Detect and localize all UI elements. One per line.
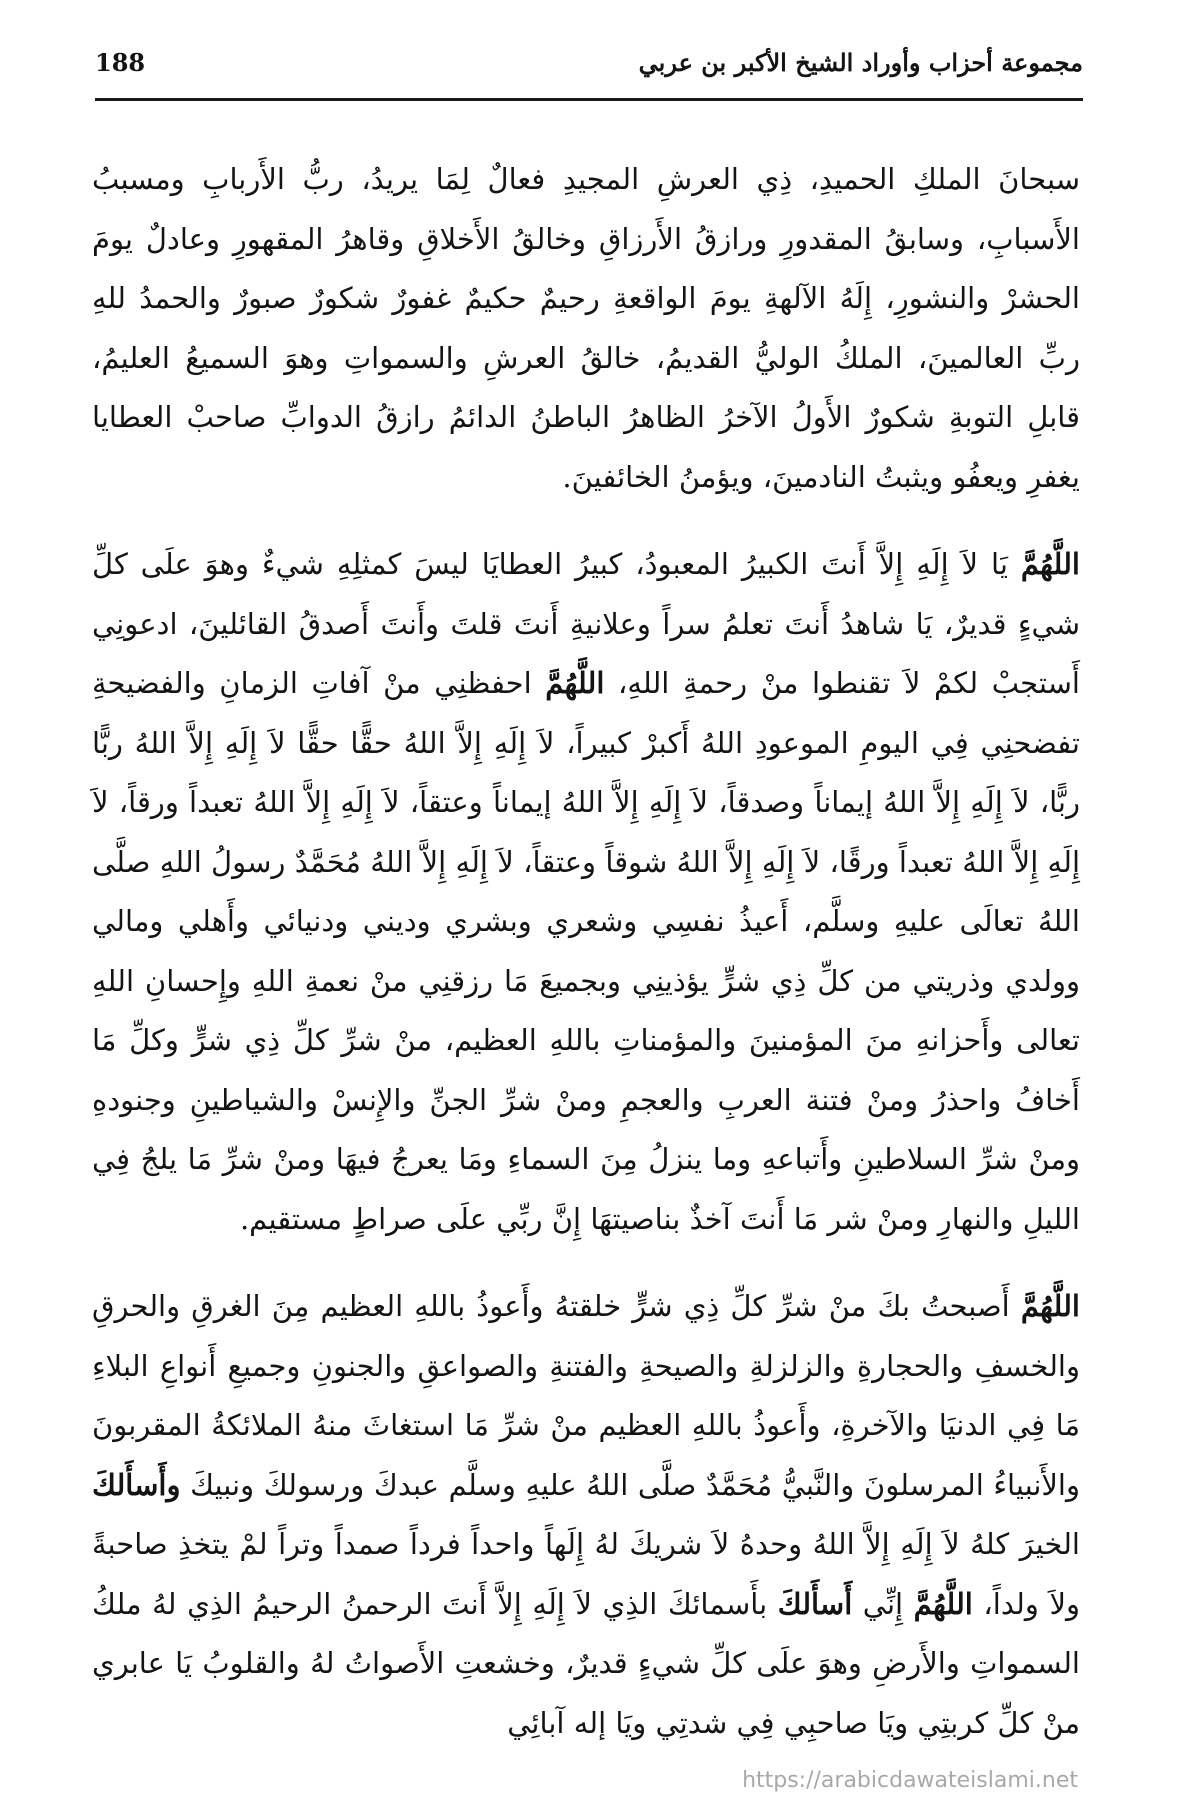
bold-invocation: أَسأَلكَ bbox=[777, 1586, 853, 1621]
paragraph-text: إِنِّي bbox=[852, 1586, 914, 1621]
bold-invocation: اللَّهُمَّ bbox=[545, 666, 605, 700]
bold-invocation: اللَّهُمَّ bbox=[1020, 547, 1080, 581]
paragraph-3 bbox=[92, 1277, 1080, 1753]
header-divider bbox=[95, 98, 1083, 101]
paragraph-text: يَا لاَ إِلَهِ إِلاَّ أَنتَ الكبيرُ المعبودُ، كبيرُ العطايَا ليسَ كمثلِهِ شيءٌ وهوَ علَى كلِّ شيءٍ قديرٌ، يَا شاهدُ أَنتَ تعلمُ سراً وعلانيةِ أَنتَ قلتَ وأَنتَ أَصدقُ القائلينَ، ادعونِي أَستجبْ لكمْ لاَ تقنطوا منْ رحمةِ اللهِ، bbox=[92, 547, 1080, 700]
paragraph-text: الخيرَ كلهُ لاَ إِلَهِ إِلاَّ اللهُ وحدهُ لاَ شريكَ لهُ إِلَهاً واحداً فرداً صمداً وتراً لمْ يتخذِ صاحبةً ولاَ ولداً، bbox=[92, 1527, 1080, 1621]
paragraph-2 bbox=[92, 535, 1080, 1249]
paragraph-text: احفظنِي منْ آفاتِ الزمانِ والفضيحةِ تفضحنِي فِي اليومِ الموعودِ اللهُ أَكبرْ كبيراً، لاَ إِلَهِ إِلاَّ اللهُ حقًّا حقًّا لاَ إِلَهِ إِلاَّ اللهُ ربًّا ربًّا، لاَ إِلَهِ إِلاَّ اللهُ إيماناً وصدقاً، لاَ إِلَهِ إِلاَّ اللهُ إيماناً وعتقاً، لاَ إِلَهِ إِلاَّ اللهُ تعبداً ورقاً، لاَ إِلَهِ إِلاَّ اللهُ تعبداً ورقًا، لاَ إِلَهِ إِلاَّ اللهُ شوقاً وعتقاً، لاَ إِلَهِ إِلاَّ اللهُ مُحَمَّدٌ رسولُ اللهِ صلَّى اللهُ تعالَى عليهِ وسلَّم، أَعيذُ نفسِي وشعري وبشري وديني ودنيائي وأَهلي ومالي وولدي وذريتي من كلِّ ذِي شرٍّ يؤذينِي وبجميعَ مَا رزقنِي منْ نعمةِ اللهِ وإِحسانِ اللهِ تعالى وأَحزانهِ منَ المؤمنينَ والمؤمناتِ باللهِ العظيم، منْ شرِّ كلِّ ذِي شرٍّ وكلِّ مَا أَخافُ واحذرُ ومنْ فتنة العربِ والعجمِ ومنْ شرِّ الجنِّ والإِنسْ والشياطينِ وجنودهِ ومنْ شرِّ السلاطينِ وأَتباعهِ وما ينزلُ مِنَ السماءِ ومَا يعرجُ فيهَا ومنْ شرِّ مَا يلجُ فِي الليلِ والنهارِ ومنْ شر مَا أَنتَ آخذٌ بناصيتهَا إِنَّ ربِّي علَى صراطٍ مستقيم. bbox=[92, 666, 1080, 1236]
paragraph-text: أَصبحتُ بكَ منْ شرِّ كلِّ ذِي شرٍّ خلقتهُ وأَعوذُ باللهِ العظيم مِنَ الغرقِ والحرقِ والخسفِ والحجارةِ والزلزلةِ والصيحةِ والفتنةِ والصواعقِ والجنونِ وجميعِ أَنواعِ البلاءِ مَا فِي الدنيَا والآخرةِ، وأَعوذُ باللهِ العظيم منْ شرِّ مَا استغاثَ منهُ الملائكةُ المقربونَ والأَنبياءُ المرسلونَ والنَّبيُّ مُحَمَّدٌ صلَّى اللهُ عليهِ وسلَّم عبدكَ ورسولكَ ونبيكَ bbox=[92, 1289, 1080, 1502]
bold-invocation: اللَّهُمَّ bbox=[1020, 1289, 1080, 1323]
bold-invocation: وأَسأَلكَ bbox=[92, 1467, 181, 1502]
page-header bbox=[95, 42, 1083, 90]
paragraph-text: بأَسمائكَ الذِي لاَ إِلَهِ إِلاَّ أَنتَ الرحمنُ الرحيمُ الذِي لهُ ملكُ السمواتِ والأَرضِ وهوَ علَى كلِّ شيءٍ قديرٌ، وخشعتِ الأَصواتُ لهُ والقلوبُ يَا عابري منْ كلِّ كربتِي ويَا صاحبِي فِي شدتِي ويَا إله آبائِي bbox=[92, 1586, 1080, 1740]
page-number: 188 bbox=[95, 48, 146, 77]
paragraph-text: سبحانَ الملكِ الحميدِ، ذِي العرشِ المجيدِ فعالٌ لِمَا يريدُ، ربُّ الأَربابِ ومسببُ الأَسبابِ، وسابقُ المقدورِ ورازقُ الأَرزاقِ وخالقُ الأَخلاقِ وقاهرُ المقهورِ وعادلٌ يومَ الحشرْ والنشورِ، إِلَهُ الآلهةِ يومَ الواقعةِ رحيمٌ حكيمٌ غفورٌ شكورٌ صبورٌ والحمدُ للهِ ربِّ العالمينَ، الملكُ الوليُّ القديمُ، خالقُ العرشِ والسمواتِ وهوَ السميعُ العليمُ، قابلِ التوبةِ شكورٌ الأَولُ الآخرُ الظاهرُ الباطنُ الدائمُ رازقُ الدوابِّ صاحبْ العطايا يغفرِ ويعفُو ويثبتُ النادمينَ، ويؤمنُ الخائفينَ. bbox=[92, 162, 1080, 494]
page-body bbox=[92, 150, 1080, 1753]
paragraph-1 bbox=[92, 150, 1080, 507]
running-title: مجموعة أحزاب وأوراد الشيخ الأكبر بن عربي bbox=[638, 48, 1083, 77]
bold-invocation: اللَّهُمَّ bbox=[913, 1586, 973, 1621]
site-watermark: https://arabicdawateislami.net bbox=[742, 1768, 1078, 1793]
